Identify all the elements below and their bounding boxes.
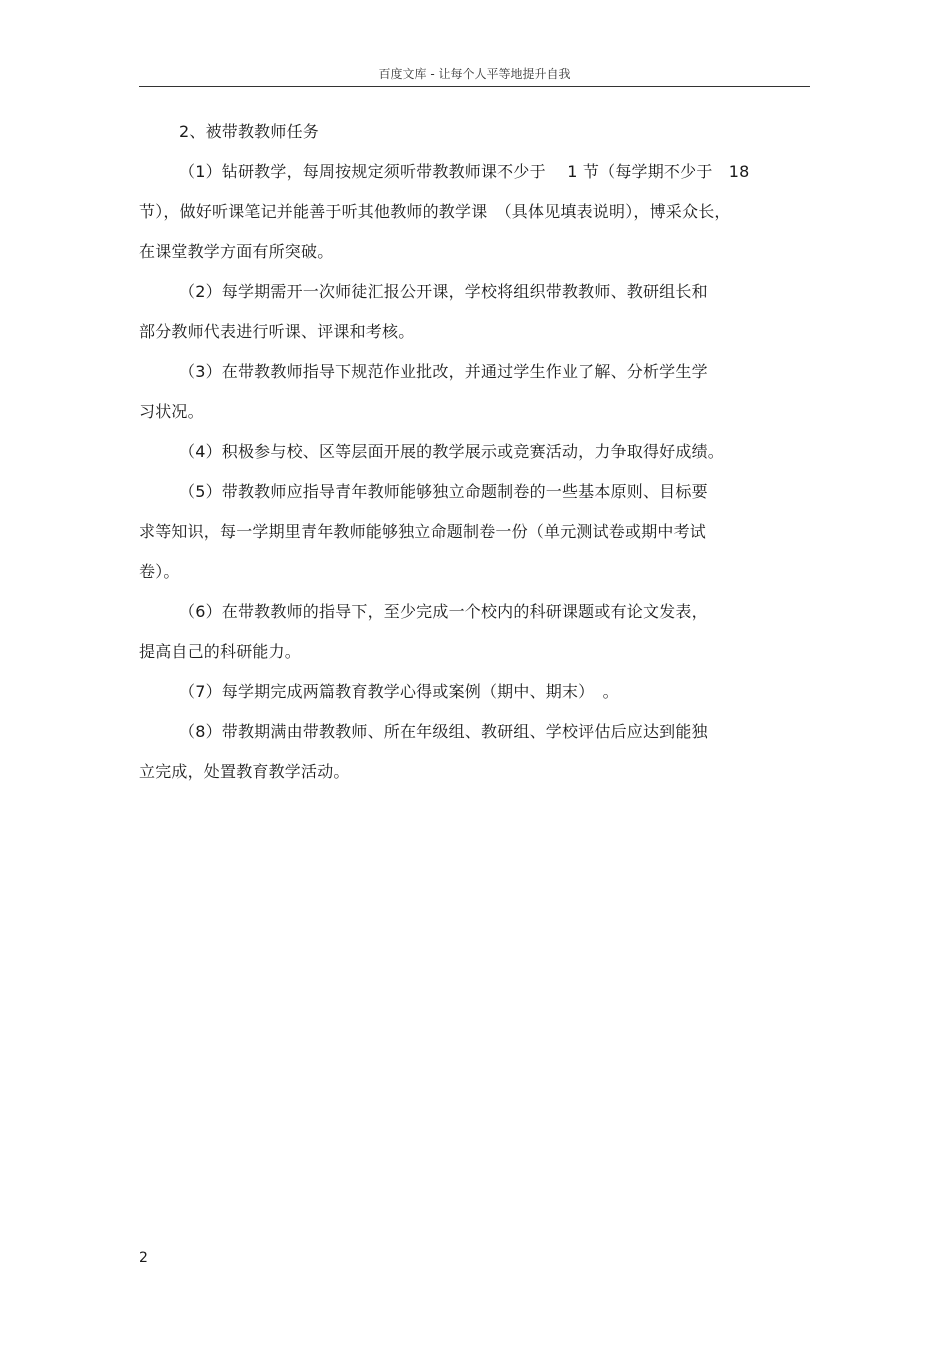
header-text: 百度文库 - 让每个人平等地提升自我 [378,67,571,81]
text-line: （8）带教期满由带教教师、所在年级组、教研组、学校评估后应达到能独 [179,722,708,741]
text-line: 立完成，处置教育教学活动。 [139,762,350,781]
text-line: 习状况。 [139,402,204,421]
text-line: 节），做好听课笔记并能善于听其他教师的教学课 （具体见填表说明），博采众长， [139,202,731,221]
text-line: （6）在带教教师的指导下，至少完成一个校内的科研课题或有论文发表， [179,602,708,621]
document-body [139,112,815,792]
page-number: 2 [139,1250,148,1266]
text-line: 在课堂教学方面有所突破。 [139,242,334,261]
text-line: （4）积极参与校、区等层面开展的教学展示或竞赛活动，力争取得好成绩。 [179,442,724,461]
text-line: （1）钻研教学，每周按规定须听带教教师课不少于 1 节（每学期不少于 18 [179,162,750,181]
text-line: 提高自己的科研能力。 [139,642,302,661]
text-line: （3）在带教教师指导下规范作业批改，并通过学生作业了解、分析学生学 [179,362,708,381]
text-line: 求等知识，每一学期里青年教师能够独立命题制卷一份（单元测试卷或期中考试 [139,522,707,541]
text-line: 部分教师代表进行听课、评课和考核。 [139,322,415,341]
text-line: （2）每学期需开一次师徒汇报公开课，学校将组织带教教师、教研组长和 [179,282,708,301]
text-line: （7）每学期完成两篇教育教学心得或案例（期中、期末） 。 [179,682,619,701]
text-line: 卷）。 [139,562,180,581]
text-line: （5）带教教师应指导青年教师能够独立命题制卷的一些基本原则、目标要 [179,482,708,501]
page-header [139,62,810,87]
text-line: 2、被带教教师任务 [179,122,319,141]
